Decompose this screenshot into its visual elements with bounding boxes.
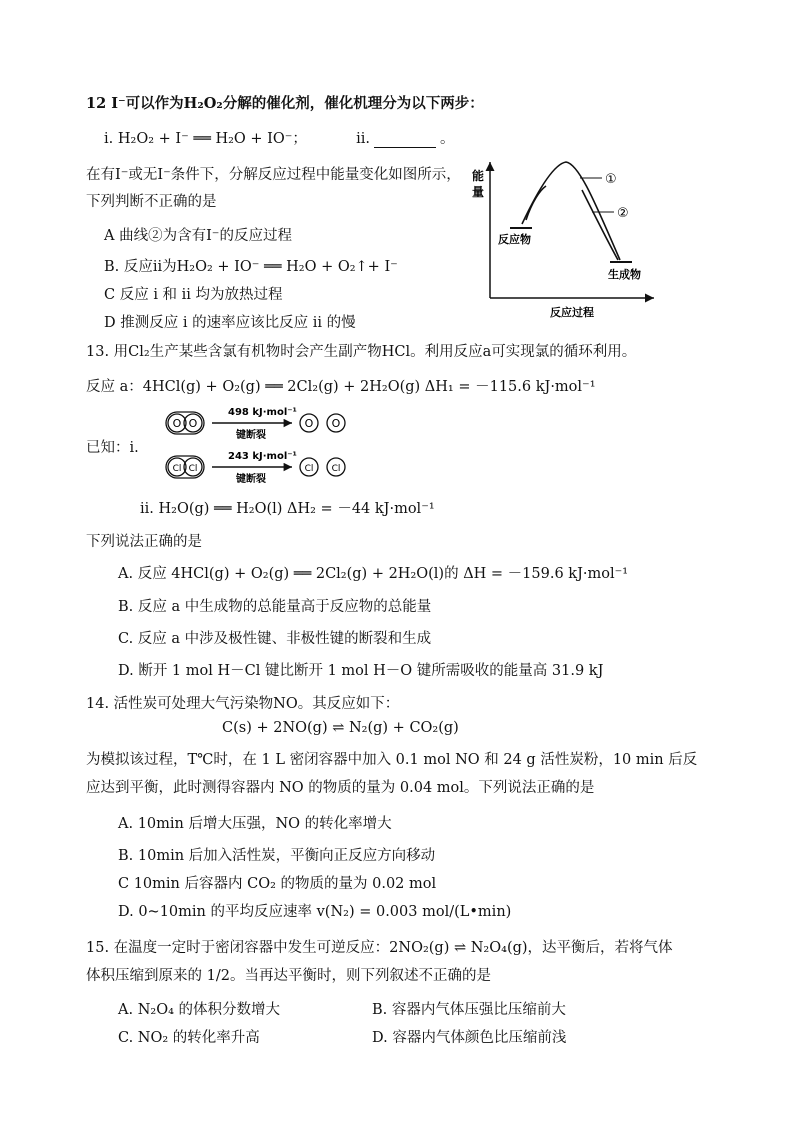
cl2-molecule [166, 456, 204, 478]
q12-step-i [104, 127, 455, 148]
y-axis-label-2: 量 [472, 185, 485, 199]
cl2-atom-2: Cl [188, 464, 198, 474]
q12-option-b: B. 反应ii为H₂O₂ + IO⁻ ══ H₂O + O₂↑+ I⁻ [104, 259, 398, 275]
cl2-bond-break: 键断裂 [236, 474, 266, 485]
y-axis-label-1: 能 [472, 169, 485, 183]
q14-line1: 为模拟该过程，T℃时，在 1 L 密闭容器中加入 0.1 mol NO 和 24 g 活性炭粉，10 min 后反 [86, 752, 698, 768]
q12-answer-blank [374, 133, 436, 148]
q12-step-ii-label: ii. [356, 131, 371, 147]
q13-stem: 13. 用Cl₂生产某些含氯有机物时会产生副产物HCl。利用反应a可实现氯的循环利用。 [86, 344, 637, 360]
q12-stem: 12 I⁻可以作为H₂O₂分解的催化剂，催化机理分为以下两步： [86, 95, 484, 112]
o2-atom-2: O [188, 417, 198, 430]
q12-intro-line2: 下列判断不正确的是 [86, 194, 217, 210]
q12-intro-line1: 在有I⁻或无I⁻条件下，分解反应过程中能量变化如图所示， [86, 167, 461, 183]
o-atom-left-label: O [304, 417, 314, 430]
q15-option-d: D. 容器内气体颜色比压缩前浅 [372, 1030, 567, 1046]
q12-option-c: C 反应 i 和 ii 均为放热过程 [104, 287, 283, 303]
q13-known-ii: ii. H₂O(g) ══ H₂O(l) ΔH₂ = －44 kJ·mol⁻¹ [140, 501, 435, 517]
q14-stem: 14. 活性炭可处理大气污染物NO。其反应如下： [86, 696, 400, 712]
q15-line1: 15. 在温度一定时于密闭容器中发生可逆反应：2NO₂(g) ⇌ N₂O₄(g)，达平衡后，若将气体 [86, 940, 673, 956]
q12-step-i-text: i. H₂O₂ + I⁻ ══ H₂O + IO⁻； [104, 131, 307, 147]
o2-atom-1: O [172, 417, 182, 430]
q13-ask: 下列说法正确的是 [86, 534, 202, 550]
curve-2-left [526, 186, 546, 220]
q15-option-c: C. NO₂ 的转化率升高 [118, 1030, 260, 1046]
q12-option-a: A 曲线②为含有I⁻的反应过程 [104, 228, 292, 244]
q14-equation: C(s) + 2NO(g) ⇌ N₂(g) + CO₂(g) [222, 720, 459, 736]
q12-option-d: D 推测反应 i 的速率应该比反应 ii 的慢 [104, 315, 356, 331]
cl-atom-right-label: Cl [331, 464, 341, 474]
q15-option-b: B. 容器内气体压强比压缩前大 [372, 1002, 566, 1018]
q15-option-a: A. N₂O₄ 的体积分数增大 [118, 1002, 280, 1018]
q14-option-d: D. 0~10min 的平均反应速率 v(N₂) = 0.003 mol/(L•min) [118, 904, 512, 920]
curve-1-label: ① [605, 172, 617, 187]
q13-known-label: 已知：i. [86, 440, 139, 456]
q13-option-a: A. 反应 4HCl(g) + O₂(g) ══ 2Cl₂(g) + 2H₂O(l)的 ΔH = －159.6 kJ·mol⁻¹ [118, 566, 629, 582]
q15-line2: 体积压缩到原来的 1/2。当再达平衡时，则下列叙述不正确的是 [86, 968, 491, 984]
product-label: 生成物 [608, 268, 641, 281]
q12-step-ii-end: 。 [440, 131, 455, 147]
energy-diagram [468, 150, 668, 320]
cl2-atom-1: Cl [172, 464, 182, 474]
x-axis-label: 反应过程 [550, 306, 594, 319]
o2-energy: 498 kJ·mol⁻¹ [228, 407, 297, 418]
q13-reaction-a: 反应 a：4HCl(g) + O₂(g) ══ 2Cl₂(g) + 2H₂O(g) ΔH₁ = －115.6 kJ·mol⁻¹ [86, 379, 596, 395]
cl-atom-left-label: Cl [304, 464, 314, 474]
q13-option-b: B. 反应 a 中生成物的总能量高于反应物的总能量 [118, 599, 432, 615]
q14-option-a: A. 10min 后增大压强，NO 的转化率增大 [118, 816, 392, 832]
reactant-label: 反应物 [498, 233, 531, 246]
bond-breaking-diagram [160, 403, 370, 495]
q14-line2: 应达到平衡，此时测得容器内 NO 的物质的量为 0.04 mol。下列说法正确的是 [86, 780, 595, 796]
o2-molecule [166, 412, 204, 434]
q14-option-b: B. 10min 后加入活性炭，平衡向正反应方向移动 [118, 848, 436, 864]
cl2-energy: 243 kJ·mol⁻¹ [228, 451, 297, 462]
o2-bond-break: 键断裂 [236, 430, 266, 441]
q13-option-c: C. 反应 a 中涉及极性键、非极性键的断裂和生成 [118, 631, 432, 647]
q13-option-d: D. 断开 1 mol H－Cl 键比断开 1 mol H－O 键所需吸收的能量高 31.9 kJ [118, 663, 604, 679]
o-atom-right-label: O [331, 417, 341, 430]
q14-option-c: C 10min 后容器内 CO₂ 的物质的量为 0.02 mol [118, 876, 437, 892]
curve-2-label: ② [617, 206, 629, 221]
curve-2-right [582, 190, 618, 260]
